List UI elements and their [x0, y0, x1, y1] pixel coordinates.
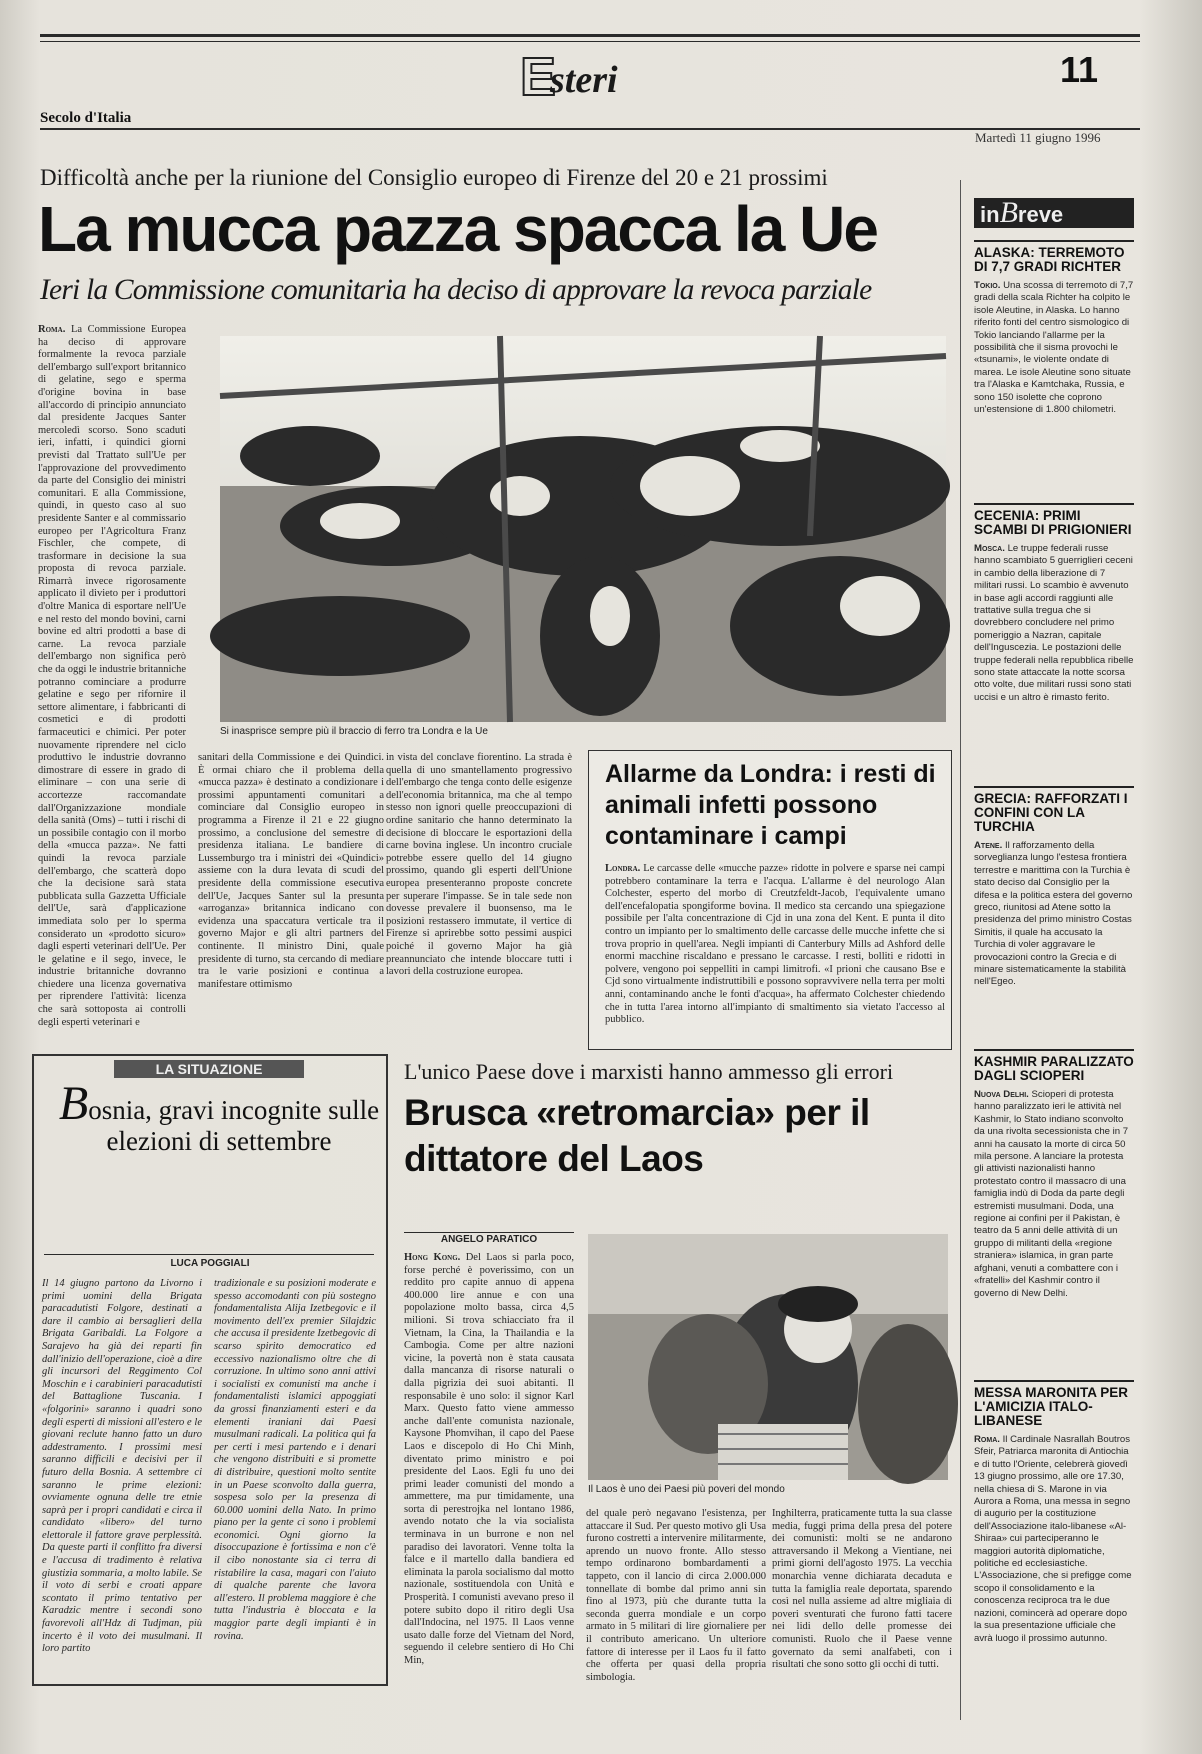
brief-title: MESSA MARONITA PER L'AMICIZIA ITALO-LIBANESE [974, 1385, 1129, 1428]
laos-text-2: del quale però negavano l'esistenza, per attaccare il Sud. Per questo motivo gli Usa furono costretti a intervenire militarmente, aprendo un nuovo fronte. Allo stesso tempo ordinarono bombardamenti a tappeto, con il lancio di circa 2.000.000 tonnellate di bombe dal primo anni sin fino al 1973, più che durante tutta la seconda guerra mondiale e un corpo armato in 5 militari di lire giornaliere per il contributo americano. Un ulteriore fattore di interesse per il Laos fu il fatto che offerta per quasi della propria simbologia. [586, 1508, 766, 1683]
london-headline: Allarme da Londra: i resti di animali infetti possono contaminare i campi [605, 760, 936, 850]
laos-col-1 [404, 1252, 574, 1718]
laos-photo [588, 1234, 948, 1480]
brief-dateline: Roma. [974, 1434, 1000, 1445]
page-number: 11 [1060, 49, 1099, 90]
london-text [605, 863, 945, 1043]
laos-byline-rule [404, 1232, 574, 1233]
cows-photo-image [220, 336, 946, 722]
in-breve-b: B [999, 196, 1018, 229]
bosnia-headline [54, 1077, 384, 1157]
brief-body: Una scossa di terremoto di 7,7 gradi della scala Richter ha colpito le isole Aleutine, in Alaska. Lo hanno riferito fonti del centro sismologico di Tokio lanciando l'allarme per la possibilità che il sisma provochi le «tsunami», le violente ondate di marea. Le isole Aleutine sono situate tra l'Alaska e Kamtchaka, Russia, e sono 150 isolette che coprono un'estensione di 1.800 chilometri. [974, 280, 1134, 416]
brief-body: Il rafforzamento della sorveglianza lungo l'estesa frontiera terrestre e marittima con la Turchia è stato deciso dal Consiglio per la difesa e la politica estera del governo greco, riunitosi ad Atene sotto la presidenza del primo ministro Costas Simitis, il quale ha accusato la Turchia di voler aggravare le provocazioni contro la Grecia e di minare sistematicamente la stabilità nell'Egeo. [974, 840, 1133, 988]
brief-item [974, 503, 1134, 779]
main-headline: La mucca pazza spacca la Ue [38, 193, 877, 265]
laos-text-1: Del Laos si parla poco, forse perché è poverissimo, con un reddito pro capite annuo di appena 400.000 lire annue e con una popolazione molto bassa, circa 4,5 milioni. Si trova schiacciato fra il Vietnam, la Cina, la Thailandia e la Cambogia. Come per altre nazioni vicine, la povertà non è stata causata dalla mancanza di risorse naturali o dalla pigrizia dei suoi abitanti. Il responsabile è uno solo: il signor Karl Marx. Questo fatto viene ammesso anche dall'ente comunista nazionale, Kaysone Phomvihan, il capo del Paese Laos e discepolo di Ho Chi Minh, diventato primo ministro e poi presidente del Laos. Egli fu uno dei primi leader comunisti del mondo a ammettere, ma pur timidamente, una sorta di perestrojka nel lontano 1986, avendo notato che la via socialista terminava in un burrone e non nel paradiso dei lavoratori. Venne tolta la falce e il martello dalla bandiera ed eliminata la parola socialismo dal motto nazionale, sostituendola con Unità e Prosperità. I comunisti avevano preso il potere subito dopo il ritiro degli Usa dall'Indocina, nel 1975. Il Laos venne usato dalle forze del Vietnam del Nord, seguendo il celebre sentiero di Ho Chi Min, [404, 1252, 574, 1666]
brief-dateline: Atene. [974, 840, 1003, 851]
laos-col-2 [586, 1508, 766, 1718]
bosnia-col-1 [42, 1278, 202, 1676]
situazione-label: LA SITUAZIONE [114, 1060, 304, 1078]
in-breve-header [974, 198, 1134, 228]
bosnia-byline: LUCA POGGIALI [170, 1258, 250, 1269]
brief-body: Le truppe federali russe hanno scambiato 5 guerriglieri ceceni in cambio della liberazione di 7 militari russi. Lo scambio è avvenuto in base agli accordi raggiunti alle trattative sulla tregua che si dovrebbero concludere nel primo pomeriggio a Nazran, capitale dell'Inguscezia. Le postazioni delle truppe federali nella repubblica ribelle sono state attaccate la notte scorsa otto volte, due militari russi sono stati uccisi e un altro è rimasto ferito. [974, 543, 1134, 703]
section-title-rest: steri [550, 59, 618, 101]
laos-byline: ANGELO PARATICO [440, 1234, 538, 1245]
brief-text [974, 280, 1134, 416]
in-breve-in: in [980, 202, 1000, 227]
main-dateline: Roma. [38, 324, 66, 335]
brief-title: GRECIA: RAFFORZATI I CONFINI CON LA TURCHIA [974, 791, 1128, 834]
brief-body: Scioperi di protesta hanno paralizzato ieri le attività nel Kashmir, lo Stato indiano sconvolto da una rivolta secessionista che in 7 anni ha causato la morte di circa 50 mila persone. A lanciare la protesta gli attivisti nazionalisti hanno protestato contro il massacro di una famiglia indù di Doda da parte degli estremisti musulmani. Doda, una regione ai confini per il Pakistan, è teatro da 5 anni delle attività di un gruppo di militanti della «regione straniera» islamica, in gran parte afghani, venuti a combattere con i «fratelli» del Kashmir contro il governo di New Delhi. [974, 1089, 1129, 1299]
laos-photo-caption: Il Laos è uno dei Paesi più poveri del mondo [588, 1484, 785, 1495]
cows-photo [220, 336, 946, 722]
brief-text [974, 1434, 1134, 1645]
laos-col-3 [772, 1508, 952, 1718]
bosnia-headline-initial: B [58, 1077, 89, 1130]
main-text-2: sanitari della Commissione e dei Quindici. È ormai chiaro che il problema della «mucca pazza» è destinato a condizionare i prossimi appuntamenti comunitari a cominciare dal Consiglio europeo in programma a Firenze il 21 e 22 giugno prossimo, a conclusione del semestre di presidenza italiana. Le bandiere di Lussemburgo tra i ministri dei «Quindici» assieme con la dura levata di scudi del presidente della commissione esecutiva dell'Ue, Jacques Santer sul la presunta «arroganza» britannica indicano con evidenza una spaccatura verticale tra il governo Major e gli altri partners del continente. Il ministro Dini, quale presidente di turno, sta cercando di mediare tra le varie posizioni e continua a manifestare ottimismo [198, 752, 384, 990]
brief-title: CECENIA: PRIMI SCAMBI DI PRIGIONIERI [974, 508, 1132, 537]
london-dateline: Londra. [605, 863, 641, 874]
bosnia-text-2: tradizionale e su posizioni moderate e spesso accomodanti con più sostegno fondamentalista Alija Izetbegovic e il movimento dell'ex premier Silajdzic che accusa il presidente Izetbegovic di scarso spirito democratico ed eccessivo nazionalismo oltre che di corruzione. In ultimo sono anni attivi i socialisti ex comunisti ma anche i fondamentalisti islamici appoggiati da grossi finanziamenti esteri e da elementi iraniani dai Paesi musulmani radicali. La politica qui fa per certi i mesi partendo e i denari che vengono distribuiti e si promette di distribuire, questioni molto sentite in un Paese sconvolto dalla guerra, sospesa solo per la presenza di 60.000 uomini della Nato. In primo piano per la gente ci sono i problemi economici. Ogni giorno la disoccupazione è fortissima e non c'è il cibo nonostante sia ci terra di ristabilire la casa, magari con l'aiuto di qualche parente che lavora all'estero. Il problema maggiore è che tutta l'industria è bloccata e la maggior parte degli impianti è in rovina. [214, 1278, 377, 1642]
main-story-col-3 [386, 752, 572, 1028]
main-subhead: Ieri la Commissione comunitaria ha deciso di approvare la revoca parziale [40, 274, 872, 306]
top-rule-thin [40, 41, 1140, 42]
london-story-box [588, 750, 952, 1050]
brief-dateline: Nuova Delhi. [974, 1089, 1029, 1100]
brief-item [974, 786, 1134, 1042]
brief-item [974, 1049, 1134, 1373]
issue-date: Martedì 11 giugno 1996 [975, 130, 1101, 145]
laos-text-3: Inghilterra, praticamente tutta la sua classe media, fuggì prima della presa del potere dei comunisti: molti se ne andarono attraversando il Mekong a Vientiane, nei primi giorni dell'agosto 1975. La vecchia monarchia venne dichiarata decaduta e tutta la famiglia reale deportata, sparendo così nel nulla assieme ad altre migliaia di poveri sventurati che furono fatti tacere nei lidi dello delle promesse dei comunisti. Ruolo che il Paese venne governato da semi analfabeti, con i risultati che sono sotto gli occhi di tutti. [772, 1508, 952, 1671]
brief-dateline: Mosca. [974, 543, 1005, 554]
main-story-col-1 [38, 324, 187, 1028]
brief-title: ALASKA: TERREMOTO DI 7,7 GRADI RICHTER [974, 245, 1125, 274]
cows-photo-caption: Si inasprisce sempre più il braccio di ferro tra Londra e la Ue [220, 726, 488, 737]
main-kicker: Difficoltà anche per la riunione del Consiglio europeo di Firenze del 20 e 21 prossimi [40, 165, 828, 190]
brief-text [974, 1089, 1134, 1300]
paper-name: Secolo d'Italia [40, 110, 132, 126]
bosnia-story-box [32, 1054, 388, 1686]
section-title-initial: E [520, 47, 557, 107]
brief-item [974, 240, 1134, 496]
laos-dateline: Hong Kong. [404, 1252, 461, 1263]
main-text-3: in vista del conclave fiorentino. La strada è quella di uno smantellamento progressivo dell'embargo che tenga conto delle esigenze dell'economia britannica, ma che al tempo stesso non ignori quelle preoccupazioni di ordine sanitario che hanno determinato la decisione di bloccare le esportazioni della carne bovina inglese. Un incontro cruciale potrebbe essere quello del 14 giugno prossimo, quando gli esperti dell'Unione europea presenteranno proposte concrete per superare l'impasse. Se in tale sede non dovesse prevalere il buonsenso, ma le posizioni restassero immutate, il vertice di Firenze si aprirebbe sotto pessimi auspici poiché il governo Major ha già preannunciato che intende bloccare tutti i lavori della costruzione europea. [386, 752, 572, 978]
brief-body: Il Cardinale Nasrallah Boutros Sfeir, Patriarca maronita di Antiochia e di tutto l'Oriente, celebrerà giovedì 13 giugno prossimo, alle ore 17.30, nella chiesa di S. Marone in via Aurora a Roma, una messa in segno di augurio per la costituzione dell'Associazione italo-libanese «Al-Shiraa» cui parteciperanno le maggiori autorità diplomatiche, politiche ed ecclesiastiche. L'Associazione, che si prefigge come scopo il consolidamento e la conoscenza reciproca tra le due nazioni, comincerà ad operare dopo la sua presentazione ufficiale che avrà luogo il prossimo autunno. [974, 1434, 1132, 1644]
brief-dateline: Tokio. [974, 280, 1001, 291]
bosnia-byline-rule [44, 1254, 374, 1255]
brief-item [974, 1380, 1134, 1716]
sidebar-divider [960, 180, 961, 1720]
laos-headline: Brusca «retromarcia» per il dittatore del Laos [404, 1092, 870, 1179]
laos-kicker: L'unico Paese dove i marxisti hanno ammesso gli errori [404, 1059, 894, 1084]
brief-text [974, 840, 1134, 989]
bosnia-col-2 [214, 1278, 376, 1676]
main-text-1: La Commissione Europea ha deciso di approvare formalmente la revoca parziale dell'embargo sull'export britannico di gelatine, sego e sperma d'origine bovina in base all'accordo di principio annunciato dal presidente Jacques Santer mercoledì scorso. Sono scaduti ieri, infatti, i quindici giorni previsti dal Trattato sull'Ue per l'approvazione del provvedimento da parte del Consiglio dei ministri comunitari. E alla Commissione, quindi, in questo caso al suo presidente Santer e al commissario europeo per l'Agricoltura Franz Fischler, che compete, di trasformare in decisione la sua proposta di revoca parziale. Rimarrà invece rigorosamente applicato il divieto per i produttori d'oltre Manica di esportare nell'Ue e nel resto del mondo bovini, carni bovine ed altri prodotti a base di carne. La revoca parziale dell'embargo non significa però che da oggi le industrie britanniche potranno cominciare a produrre gelatine e sego per rifornire il settore alimentare, i fabbricanti di cosmetici e di prodotti farmaceutici e chimici. Per poter nuovamente riprendere nel ciclo produttivo le industrie dovranno dimostrare di essere in grado di eliminare – con una serie di accortezze raccomandate dall'Organizzazione mondiale della sanità (Oms) – tutti i rischi di un possibile contagio con il morbo della «mucca pazza». Ne fatti quindi la revoca parziale dell'embargo, che scatterà dopo che la decisione sarà stata pubblicata sulla Gazzetta Ufficiale dell'Ue, sarà d'applicazione immediata solo per lo sperma considerato un «prodotto sicuro» dagli esperti veterinari dell'Ue. Per le gelatine e il sego, invece, le industrie britanniche dovranno chiedere una licenza governativa per riprendere l'attività: licenza che sarà sottoposta ai controlli degli esperti veterinari e [38, 324, 187, 1028]
in-breve-rest: reve [1017, 202, 1064, 227]
main-story-col-2 [198, 752, 384, 1028]
laos-photo-image [588, 1234, 948, 1480]
bosnia-headline-rest: osnia, gravi incognite sulle elezioni di settembre [88, 1095, 380, 1156]
london-body: Le carcasse delle «mucche pazze» ridotte in polvere e sparse nei campi potrebbero contaminare la terra e l'acqua. L'allarme è del neurologo Alan Colchester, esperto del morbo di Creutzfeldt-Jacob, l'equivalente umano dell'encefalopatia spongiforme bovina. Il medico sta cercando una spiegazione possibile per l'alta concentrazione di Cjd in una zona del Kent. E punta il dito contro un impianto per lo smaltimento delle carcasse delle mucche infette che si trova proprio in quell'area. Negli impianti di Canterbury Mills ad Ashford delle enormi macchine riscaldano e pressano le carcasse. I resti, bolliti e ridotti in polvere, vengono poi seppelliti in campi limitrofi. «I prioni che causano Bse e Cjd sono virtualmente indistruttibili e possono sopravvivere nella terra per molti anni, contaminando anche le fonti d'acqua», ha affermato Colchester chiedendo che in tutta l'area intorno all'impianto di smaltimento sia vietato l'accesso al pubblico. [605, 863, 946, 1026]
section-title [520, 46, 680, 106]
in-breve-list [974, 240, 1134, 1720]
brief-text [974, 543, 1134, 704]
top-rule [40, 34, 1140, 37]
bosnia-text-1: Il 14 giugno partono da Livorno i primi uomini della Brigata paracadutisti Folgore, destinati a dare il cambio ai bersaglieri della Brigata Garibaldi. La Folgore a Sarajevo ha già dei reparti fin dall'inizio dell'operazione, cioè a dire gli incursori del Reggimento Col Moschin e i carabinieri paracadutisti del Battaglione Tuscania. I «folgorini» saranno i quadri sono degli esperti di missioni all'estero e le giovani reclute hanno fatto un duro addestramento. I prossimi mesi saranno difficili e decisivi per il futuro della Bosnia. A settembre ci saranno le prime elezioni: ovviamente ognuna delle tre etnie saprà per i propri candidati e circa il candidato «libero» del turno elettorale il fattore grave perplessità. Da queste parti il conflitto fra diversi e l'accusa di tradimento è relativa giustizia sommaria, a molto labile. Se il voto di serbi e croati appare scontato il primo tentativo per Karadzic mentre i secondi sono favorevoli all'Hdz di Tudjman, più incerto è il voto dei musulmani. Il loro partito [42, 1278, 202, 1655]
brief-title: KASHMIR PARALIZZATO DAGLI SCIOPERI [974, 1054, 1134, 1083]
